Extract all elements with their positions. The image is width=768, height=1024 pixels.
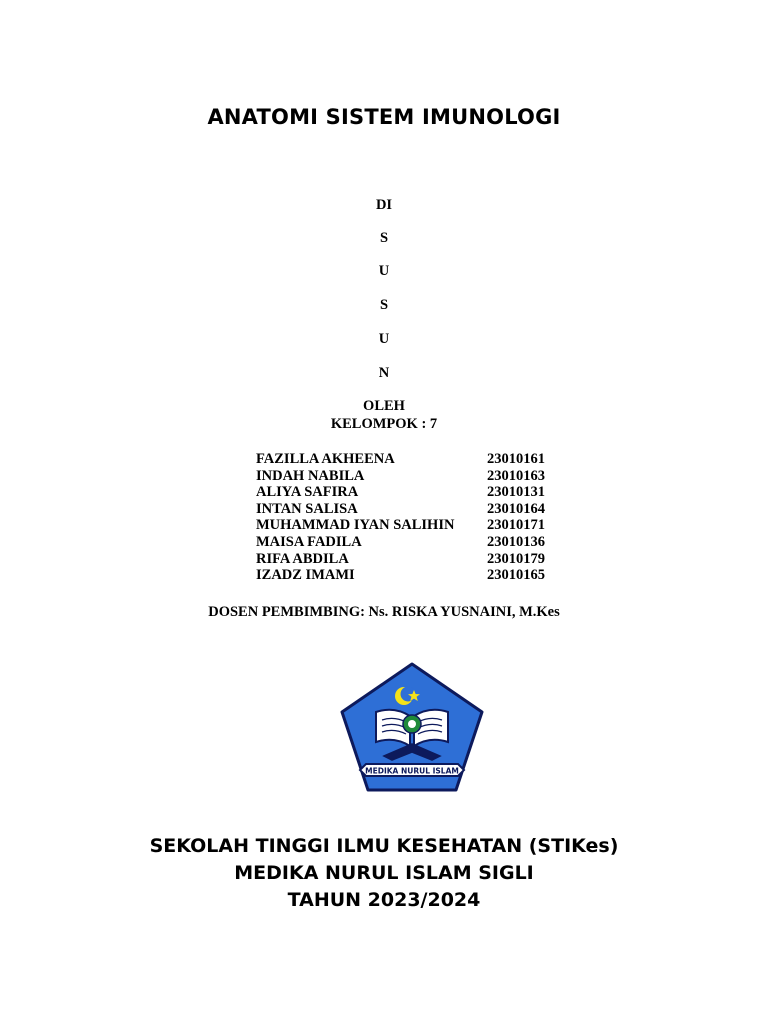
pentagon-book-crescent-logo — [332, 660, 492, 800]
disusun-letter-2: S — [379, 230, 389, 246]
member-name: INDAH NABILA — [256, 467, 365, 484]
disusun-letter-5: U — [378, 331, 390, 347]
member-list — [256, 451, 576, 584]
member-row — [256, 551, 576, 568]
member-row — [256, 501, 576, 518]
footer-line-1: SEKOLAH TINGGI ILMU KESEHATAN (STIKes) — [149, 835, 619, 857]
member-nim: 23010171 — [487, 517, 545, 534]
member-row — [256, 517, 576, 534]
footer-line-3: TAHUN 2023/2024 — [287, 889, 481, 911]
member-row — [256, 468, 576, 485]
emblem-center — [408, 720, 416, 728]
logo-graphic — [332, 660, 492, 800]
member-nim: 23010161 — [487, 451, 545, 467]
member-row — [256, 567, 576, 584]
member-nim: 23010163 — [487, 467, 545, 484]
disusun-letter-1: DI — [375, 197, 393, 213]
member-nim: 23010131 — [487, 484, 545, 501]
member-name: ALIYA SAFIRA — [256, 484, 359, 501]
oleh-label: OLEH — [363, 398, 405, 414]
member-name: FAZILLA AKHEENA — [256, 451, 395, 467]
member-row — [256, 484, 576, 501]
disusun-letter-4: S — [379, 297, 389, 313]
member-nim: 23010165 — [487, 567, 545, 584]
dosen-pembimbing: DOSEN PEMBIMBING: Ns. RISKA YUSNAINI, M.Kes — [208, 604, 560, 620]
member-nim: 23010164 — [487, 500, 545, 517]
member-name: MUHAMMAD IYAN SALIHIN — [256, 517, 455, 534]
kelompok-label: KELOMPOK : 7 — [330, 416, 438, 432]
ribbon-text: MEDIKA NURUL ISLAM — [365, 766, 459, 776]
member-row — [256, 451, 576, 468]
member-nim: 23010136 — [487, 533, 545, 550]
member-name: INTAN SALISA — [256, 500, 358, 517]
member-name: MAISA FADILA — [256, 533, 362, 550]
member-nim: 23010179 — [487, 550, 545, 567]
document-title: ANATOMI SISTEM IMUNOLOGI — [207, 105, 561, 129]
member-row — [256, 534, 576, 551]
footer-line-2: MEDIKA NURUL ISLAM SIGLI — [234, 862, 534, 884]
disusun-letter-6: N — [378, 365, 390, 381]
member-name: IZADZ IMAMI — [256, 567, 355, 584]
disusun-letter-3: U — [378, 263, 390, 279]
member-name: RIFA ABDILA — [256, 550, 349, 567]
